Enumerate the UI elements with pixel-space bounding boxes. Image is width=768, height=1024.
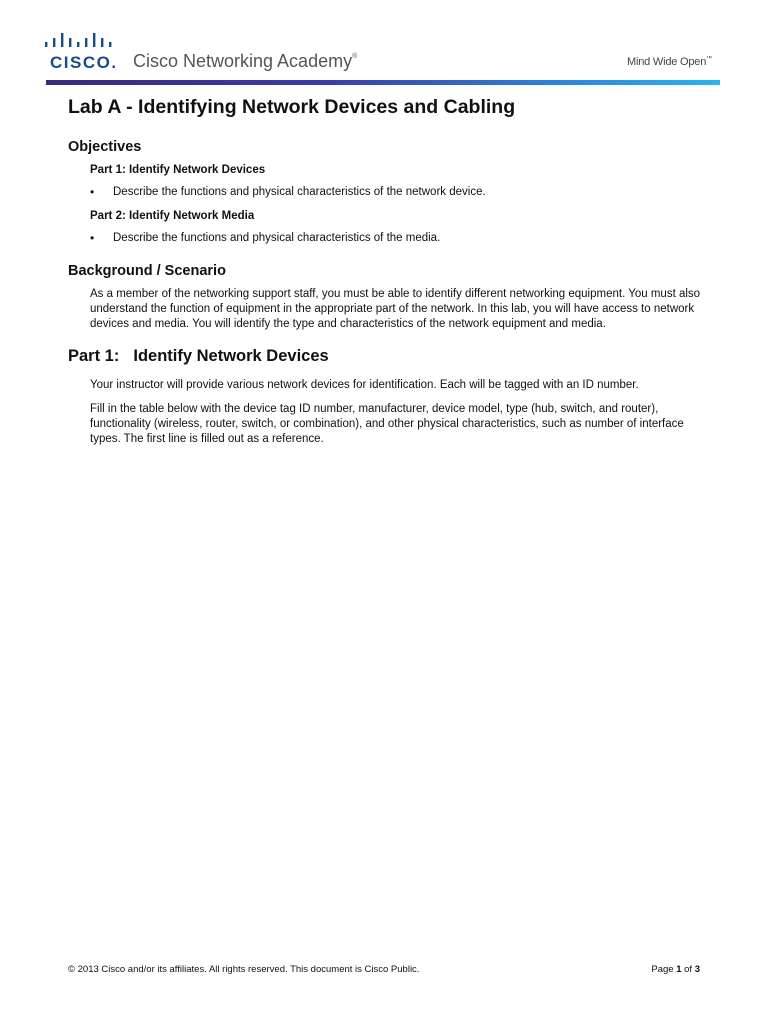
registered-mark: ® [352,53,358,60]
part1-number: Part 1: [68,347,120,365]
tagline [627,56,712,68]
part1-paragraph-1: Your instructor will provide various network devices for identification. Each will be tagged with an ID number. [90,379,639,391]
part1-heading [68,347,708,366]
part1-title: Identify Network Devices [133,347,329,365]
objective-part2-label: Part 2: Identify Network Media [90,210,255,222]
trademark-mark: ™ [706,56,712,62]
objective-part1-list [90,185,708,200]
background-section [90,287,708,332]
objective-part2-bullet: • Describe the functions and physical characteristics of the media. [90,231,708,246]
part1-section [90,378,708,447]
objective-part2-list [90,231,708,246]
footer-copyright: © 2013 Cisco and/or its affiliates. All rights reserved. This document is Cisco Public. [68,964,420,975]
objectives-section [90,164,708,246]
objective-part1-bullet: • Describe the functions and physical characteristics of the network device. [90,185,708,200]
cisco-logo-text: CISCO [50,53,112,72]
page-current: 1 [676,964,682,975]
objective-part1-label: Part 1: Identify Network Devices [90,164,266,176]
brand-name [133,51,357,72]
lab-title: Lab A - Identifying Network Devices and Cabling [68,96,516,118]
page-of: of [684,964,693,975]
cisco-logo-bars-icon [44,30,116,50]
document-body [68,96,708,447]
header-gradient-rule [46,80,720,85]
objectives-heading: Objectives [68,139,142,155]
tagline-text: Mind Wide Open [627,56,707,68]
page-header [0,0,768,90]
part1-paragraph-2: Fill in the table below with the device tag ID number, manufacturer, device model, type (hub, switch, and router), functionality (wireless, router, switch, or combination), and other physical characteristics, such as number of interface types. The first line is filled out as a reference. [90,403,684,445]
brand-text: Cisco Networking Academy [133,51,353,71]
cisco-logo-dot: . [111,53,118,72]
background-heading: Background / Scenario [68,263,226,279]
cisco-logo [50,53,118,73]
background-paragraph: As a member of the networking support staff, you must be able to identify different networking equipment. You must also understand the function of equipment in the appropriate part of the network. In this lab, you will have access to network devices and media. You will identify the type and characteristics of the network equipment and media. [90,288,701,330]
page-prefix: Page [651,964,674,975]
page-total: 3 [694,964,700,975]
footer-page-number [651,964,700,975]
